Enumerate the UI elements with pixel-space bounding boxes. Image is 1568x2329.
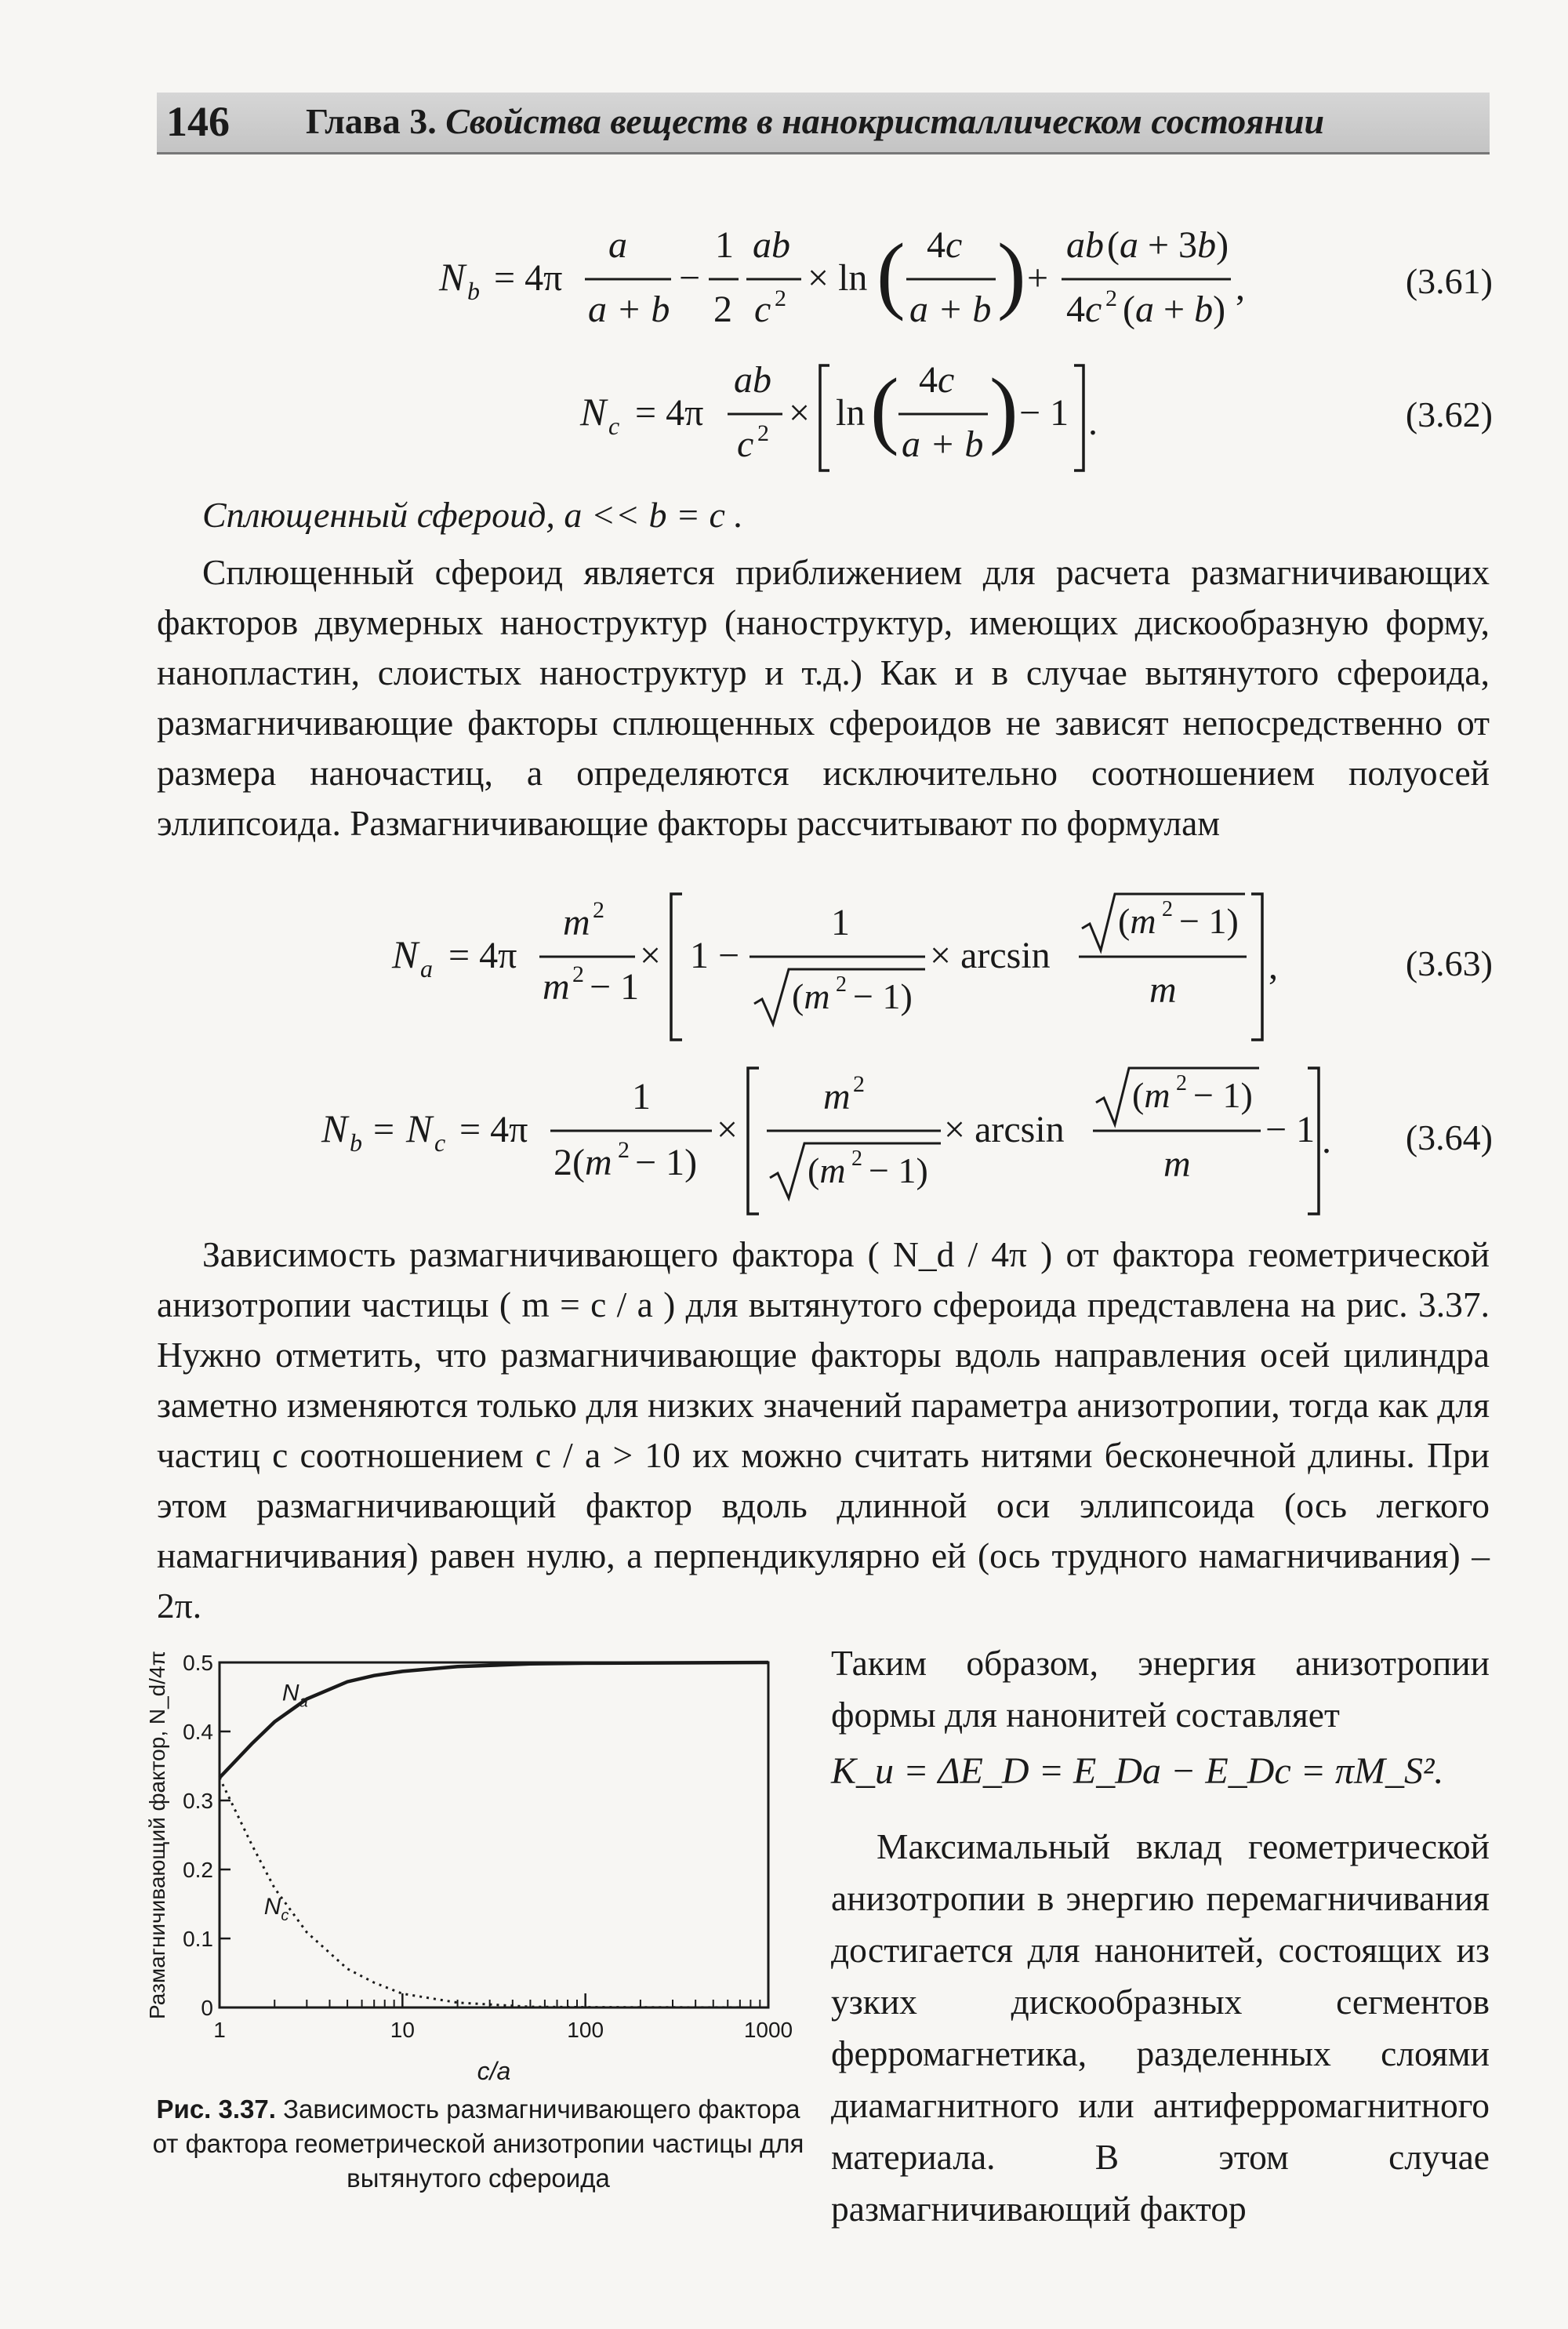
equation-number: (3.61) (1405, 261, 1493, 301)
y-axis-label: Размагничивающий фактор, N_d/4π (145, 1651, 169, 2019)
svg-text:,: , (1236, 267, 1245, 308)
svg-text:N: N (392, 932, 419, 976)
svg-text:.: . (1088, 401, 1098, 443)
equation-3-61 (0, 220, 1568, 345)
equation-number: (3.64) (1405, 1117, 1493, 1157)
svg-text:×: × (717, 1109, 739, 1150)
svg-text:− 1: − 1 (590, 966, 640, 1008)
figure-3-37 (141, 1639, 815, 2125)
svg-text:1: 1 (715, 224, 734, 266)
svg-text:= 4π: = 4π (448, 935, 517, 976)
svg-text:,: , (1269, 946, 1278, 987)
svg-text:2: 2 (836, 972, 847, 997)
x-axis-label: c/a (477, 2057, 511, 2085)
svg-text:2: 2 (775, 285, 786, 311)
svg-text:− 1): − 1) (869, 1150, 928, 1190)
svg-text:N: N (406, 1106, 433, 1150)
right-column-intro: Таким образом, энергия анизотропии формы для нанонитей составляет (831, 1643, 1490, 1735)
equation-number: (3.63) (1405, 943, 1493, 983)
svg-text:a: a (420, 954, 433, 983)
svg-text:b: b (467, 277, 480, 305)
svg-text:1: 1 (632, 1076, 651, 1117)
svg-text:×: × (640, 935, 662, 976)
svg-text:a + b: a + b (588, 289, 670, 330)
y-tick-label: 0.5 (183, 1651, 213, 1675)
svg-text:N: N (321, 1106, 348, 1150)
svg-text:b: b (350, 1128, 362, 1157)
svg-text:a: a (608, 224, 627, 266)
svg-text:2: 2 (1162, 897, 1173, 921)
chart-axes (145, 1651, 793, 2085)
chapter-heading (306, 100, 1324, 142)
svg-text:× ln: × ln (808, 257, 868, 299)
svg-text:× arcsin: × arcsin (944, 1109, 1065, 1150)
svg-text:(: ( (870, 361, 899, 456)
svg-text:): ) (989, 361, 1018, 456)
svg-text:× arcsin: × arcsin (930, 935, 1051, 976)
y-tick-label: 0.4 (183, 1720, 213, 1744)
svg-text:(m: (m (1132, 1075, 1171, 1115)
y-tick-label: 0.2 (183, 1858, 213, 1882)
svg-text:= 4π: = 4π (494, 257, 563, 299)
svg-text:): ) (997, 226, 1026, 322)
series-line-n-a (220, 1662, 768, 1778)
svg-text:2: 2 (572, 961, 584, 987)
svg-text:2: 2 (853, 1071, 865, 1097)
svg-text:−: − (679, 257, 701, 299)
svg-text:×: × (789, 392, 811, 434)
equation-3-62 (0, 354, 1568, 480)
svg-text:.: . (1322, 1120, 1331, 1161)
anisotropy-energy-formula: K_u = ΔE_D = E_Da − E_Dc = πM_S². (831, 1750, 1444, 1792)
svg-text:(m: (m (1118, 901, 1156, 941)
svg-text:4c: 4c (919, 359, 955, 401)
svg-text:2: 2 (851, 1146, 862, 1171)
figure-caption-text: Зависимость размагничивающего фактора от фактора геометрической анизотропии частицы для вытянутого сфероида (152, 2095, 804, 2193)
svg-text:(a + b): (a + b) (1123, 289, 1226, 330)
svg-text:2: 2 (713, 289, 732, 330)
formula-na-oblate (392, 886, 1286, 1043)
y-tick-label: 0 (201, 1996, 213, 2020)
formula-nc (580, 354, 1129, 480)
svg-text:N: N (439, 255, 466, 299)
svg-text:− 1): − 1) (853, 976, 913, 1016)
series-label: $N_a$ (281, 1680, 308, 1711)
svg-text:ab: ab (1066, 224, 1104, 266)
svg-text:(m: (m (792, 976, 830, 1016)
svg-text:ab: ab (753, 224, 790, 266)
svg-text:m: m (543, 966, 570, 1008)
svg-text:c: c (737, 423, 754, 465)
equation-3-64 (0, 1060, 1568, 1217)
svg-text:2: 2 (593, 897, 604, 923)
svg-text:= 4π: = 4π (459, 1109, 528, 1150)
demagnetization-chart (141, 1639, 815, 2094)
svg-text:2: 2 (618, 1137, 630, 1163)
svg-text:2: 2 (1105, 285, 1117, 311)
svg-text:=: = (373, 1109, 395, 1150)
svg-text:m: m (1163, 1143, 1191, 1185)
svg-text:− 1): − 1) (635, 1142, 698, 1183)
svg-text:m: m (1149, 969, 1177, 1011)
paragraph-oblate: Сплющенный сфероид является приближением для расчета размагничивающих факторов двумерных наноструктур (наноструктур, имеющих дискообразную форму, нанопластин, слоистых наноструктур и т.д.) Как и в случае вытянутого сфероида, размагничивающие факторы сплющенных сфероидов не зависят непосредственно от размера наночастиц, а определяются исключительно соотношением полуосей эллипсоида. Размагничивающие факторы рассчитывают по формулам (157, 552, 1490, 843)
x-tick-label: 100 (567, 2018, 604, 2042)
svg-text:= 4π: = 4π (635, 392, 704, 434)
y-tick-label: 0.1 (183, 1927, 213, 1951)
svg-text:4c: 4c (927, 224, 963, 266)
x-tick-label: 1000 (743, 2018, 793, 2042)
chapter-label: Глава 3. (306, 101, 437, 141)
svg-text:a + b: a + b (902, 423, 984, 465)
y-tick-label: 0.3 (183, 1789, 213, 1813)
svg-text:1: 1 (831, 902, 850, 943)
svg-text:2: 2 (1176, 1071, 1187, 1095)
right-column-paragraph: Максимальный вклад геометрической анизотропии в энергию перемагничивания достигается для нанонитей, состоящих из узких дискообразных сегментов ферромагнетика, разделенных слоями диамагнитного или антиферромагнитного материала. В этом случае размагничивающий фактор (831, 1826, 1490, 2229)
svg-text:ab: ab (734, 359, 771, 401)
running-header (157, 93, 1490, 154)
series-line-n-c (220, 1778, 768, 2007)
x-tick-label: 10 (390, 2018, 415, 2042)
svg-text:(m: (m (808, 1150, 846, 1190)
svg-text:− 1): − 1) (1193, 1075, 1253, 1115)
svg-text:− 1: − 1 (1019, 392, 1069, 434)
svg-text:a + b: a + b (909, 289, 992, 330)
figure-label: Рис. 3.37. (156, 2095, 276, 2124)
svg-text:(a + 3b): (a + 3b) (1107, 224, 1229, 266)
chapter-title: Свойства веществ в нанокристаллическом состоянии (445, 101, 1325, 141)
formula-nb-nc-oblate (321, 1060, 1331, 1217)
equation-number: (3.62) (1405, 394, 1493, 434)
svg-text:c: c (608, 412, 620, 440)
svg-text:− 1): − 1) (1179, 901, 1239, 941)
svg-text:+: + (1027, 257, 1049, 299)
right-column-text (831, 1637, 1490, 2235)
equation-3-63 (0, 886, 1568, 1043)
svg-text:c: c (754, 289, 771, 330)
svg-text:2: 2 (757, 420, 769, 446)
svg-text:c: c (434, 1128, 446, 1157)
svg-text:2(m: 2(m (554, 1142, 612, 1183)
x-tick-label: 1 (213, 2018, 226, 2042)
svg-text:N: N (580, 390, 607, 434)
svg-text:1 −: 1 − (690, 935, 740, 976)
svg-text:4c: 4c (1066, 289, 1102, 330)
svg-text:ln: ln (836, 392, 866, 434)
svg-text:m: m (823, 1076, 851, 1117)
formula-nb (439, 220, 1301, 345)
chart-series (220, 1662, 768, 2007)
series-label: $N_c$ (263, 1894, 289, 1925)
svg-text:m: m (563, 902, 590, 943)
svg-text:− 1: − 1 (1265, 1109, 1316, 1150)
figure-caption (141, 2092, 815, 2196)
page-number: 146 (166, 98, 230, 145)
paragraph-prolate: Зависимость размагничивающего фактора ( N_d / 4π ) от фактора геометрической анизотропии частицы ( m = c / a ) для вытянутого сфероида представлена на рис. 3.37. Нужно отметить, что размагничивающие факторы вдоль направления осей цилиндра заметно изменяются только для низких значений параметра анизотропии, тогда как для частиц с соотношением c / a > 10 их можно считать нитями бесконечной длины. При этом размагничивающий фактор вдоль длинной оси эллипсоида (ось легкого намагничивания) равен нулю, а перпендикулярно ей (ось трудного намагничивания) – 2π. (157, 1234, 1490, 1626)
plot-frame (220, 1662, 768, 2007)
oblate-spheroid-heading: Сплющенный сфероид, a << b = c . (202, 495, 743, 535)
svg-text:(: ( (877, 226, 906, 322)
